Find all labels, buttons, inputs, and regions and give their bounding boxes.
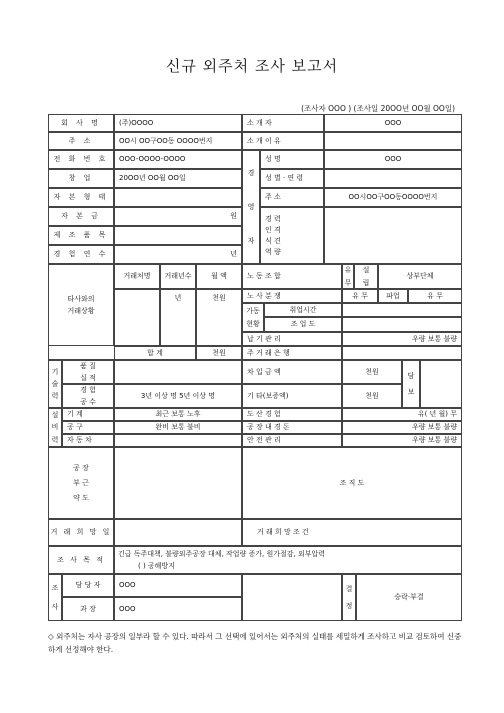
gender-age-label: 성 별 · 연 령 <box>260 169 324 188</box>
tech-side-label: 기 술 력 <box>48 360 62 408</box>
purpose-label: 조 사 목 적 <box>48 546 114 574</box>
phone-value: OOO-OOOO-OOOO <box>114 150 242 169</box>
factory-map-label: 공 장 부 근 약 도 <box>48 447 114 519</box>
manager-name-label: 성 명 <box>260 150 324 169</box>
payment-label: 납 기 관 리 <box>242 332 342 346</box>
address-label: 주 소 <box>48 132 114 150</box>
dispute-opt-3: 유 무 <box>408 289 462 303</box>
investigator-side-label: 조 사 <box>48 574 62 621</box>
tech-experience-value: 3년 이상 명 5년 이상 명 <box>114 384 242 408</box>
experience-label: 경 험 연 수 <box>48 245 114 264</box>
factory-env-options: 우량 보통 불량 <box>342 421 462 434</box>
total-label: 합 계 <box>114 346 196 360</box>
hope-condition-label: 거 래 희 망 조 건 <box>242 519 462 546</box>
capital-label: 자 본 금 <box>48 207 114 226</box>
charge-value: OOO <box>114 574 242 597</box>
col-year: 거래년수 <box>160 264 196 289</box>
footnote: ◇ 외주처는 자사 공장의 일부라 할 수 있다. 따라서 그 선택에 있어서는 외주처의 실태를 세밀하게 조사하고 비교 검토하여 신중하게 선정해야 한다. <box>48 632 462 655</box>
machine-label: 기 계 <box>62 408 114 421</box>
chief-label: 과 장 <box>62 597 114 621</box>
union-upper: 상부단체 <box>378 264 462 289</box>
survey-meta: (조사자 OOO ) (조사일 20OO년 OO월 OO일) <box>301 104 455 113</box>
manager-name-value: OOO <box>324 150 462 169</box>
report-table <box>48 114 462 621</box>
capital-form-label: 자 본 형 태 <box>48 188 114 207</box>
hope-date-label: 거 래 희 망 일 <box>48 519 114 546</box>
reason-value <box>324 132 462 150</box>
safety-label: 안 전 관 리 <box>242 434 342 447</box>
union-yn: 유 무 <box>342 264 354 289</box>
org-chart-label: 조 직 도 <box>242 447 462 519</box>
dispute-opt-1: 유 무 <box>342 289 378 303</box>
tool-options: 완비 보통 불비 <box>114 421 242 434</box>
union-established: 설 립 <box>354 264 378 289</box>
dispute-label: 노 사 분 쟁 <box>242 289 342 303</box>
collateral-label: 담 보 <box>402 360 420 408</box>
vehicle-label: 자 동 차 <box>62 434 114 447</box>
year-unit: 년 <box>160 289 196 346</box>
introducer-label: 소 개 자 <box>242 114 324 132</box>
quality-label: 품 질 실 적 <box>62 360 114 384</box>
trade-company-cell <box>114 289 160 346</box>
loan-label: 차 입 금 액 <box>242 360 342 384</box>
manager-side-label: 경 영 자 <box>242 150 260 264</box>
capital-unit: 원 <box>114 207 242 226</box>
page-title: 신규 외주처 조사 보고서 <box>165 57 339 75</box>
bankrupt-label: 도 산 경 험 <box>242 408 342 421</box>
quality-value <box>114 360 242 384</box>
factory-map-area <box>114 447 242 519</box>
safety-options: 우량 보통 불량 <box>342 434 462 447</box>
operation-label: 가동 현황 <box>242 303 264 332</box>
hope-date-value <box>114 519 242 546</box>
founded-label: 창 업 <box>48 169 114 188</box>
company-value: (주)OOOO <box>114 114 242 132</box>
bankrupt-value: 유( 년 월) 무 <box>342 408 462 421</box>
work-hours-label: 취업시간 <box>264 303 342 317</box>
other-label: 기 타(보증액) <box>242 384 342 408</box>
charge-label: 담 당 자 <box>62 574 114 597</box>
chief-value: OOO <box>114 597 242 621</box>
operation-rate-label: 조 업 도 <box>264 317 342 332</box>
decision-label: 결 정 <box>342 574 356 621</box>
reason-label: 소 개 이 유 <box>242 132 324 150</box>
manager-address-value: OO시OO구OO동OOOO번지 <box>324 188 462 207</box>
total-side-blank <box>48 346 114 360</box>
operation-rate-value <box>342 317 462 332</box>
factory-env-label: 공 장 내 경 돈 <box>242 421 342 434</box>
experience-unit: 년 <box>114 245 242 264</box>
purpose-value: 긴급 독주대책, 불량외주공장 대체, 작업량 증가, 원가절감, 외부압력 ( ) 공해방지 <box>114 546 462 574</box>
founded-value: 20OO년 OO월 OO일 <box>114 169 242 188</box>
investigator-blank <box>242 574 342 621</box>
address-value: OO시 OO구OO동 OOOO번지 <box>114 132 242 150</box>
work-hours-value <box>342 303 462 317</box>
career-value <box>324 207 462 264</box>
capital-form-value <box>114 188 242 207</box>
union-label: 노 동 조 합 <box>242 264 342 289</box>
decision-value: 승락·부결 <box>356 574 462 621</box>
amount-unit: 천원 <box>196 289 242 346</box>
bank-label: 주 거 래 은 행 <box>242 346 342 360</box>
machine-options: 최근 보통 노후 <box>114 408 242 421</box>
vehicle-value <box>114 434 242 447</box>
other-unit: 천원 <box>342 384 402 408</box>
phone-label: 전 화 번 호 <box>48 150 114 169</box>
introducer-value: OOO <box>324 114 462 132</box>
total-unit: 천원 <box>196 346 242 360</box>
product-label: 제 조 품 목 <box>48 226 114 245</box>
trade-side-label: 타사와의 거래상황 <box>48 264 114 346</box>
bank-value <box>342 346 462 360</box>
manager-address-label: 주 소 <box>260 188 324 207</box>
product-value <box>114 226 242 245</box>
loan-unit: 천원 <box>342 360 402 384</box>
company-label: 회 사 명 <box>48 114 114 132</box>
collateral-value <box>420 360 462 408</box>
col-amount: 월 액 <box>196 264 242 289</box>
col-company: 거래처명 <box>114 264 160 289</box>
dispute-opt-2: 파업 <box>378 289 408 303</box>
payment-options: 우량 보통 불량 <box>342 332 462 346</box>
gender-age-value <box>324 169 462 188</box>
tool-label: 공 구 <box>62 421 114 434</box>
tech-experience-label: 경 험 공 수 <box>62 384 114 408</box>
equipment-side-label: 설 비 력 <box>48 408 62 447</box>
career-label: 경 력 인 격 식 견 역 량 <box>260 207 324 264</box>
